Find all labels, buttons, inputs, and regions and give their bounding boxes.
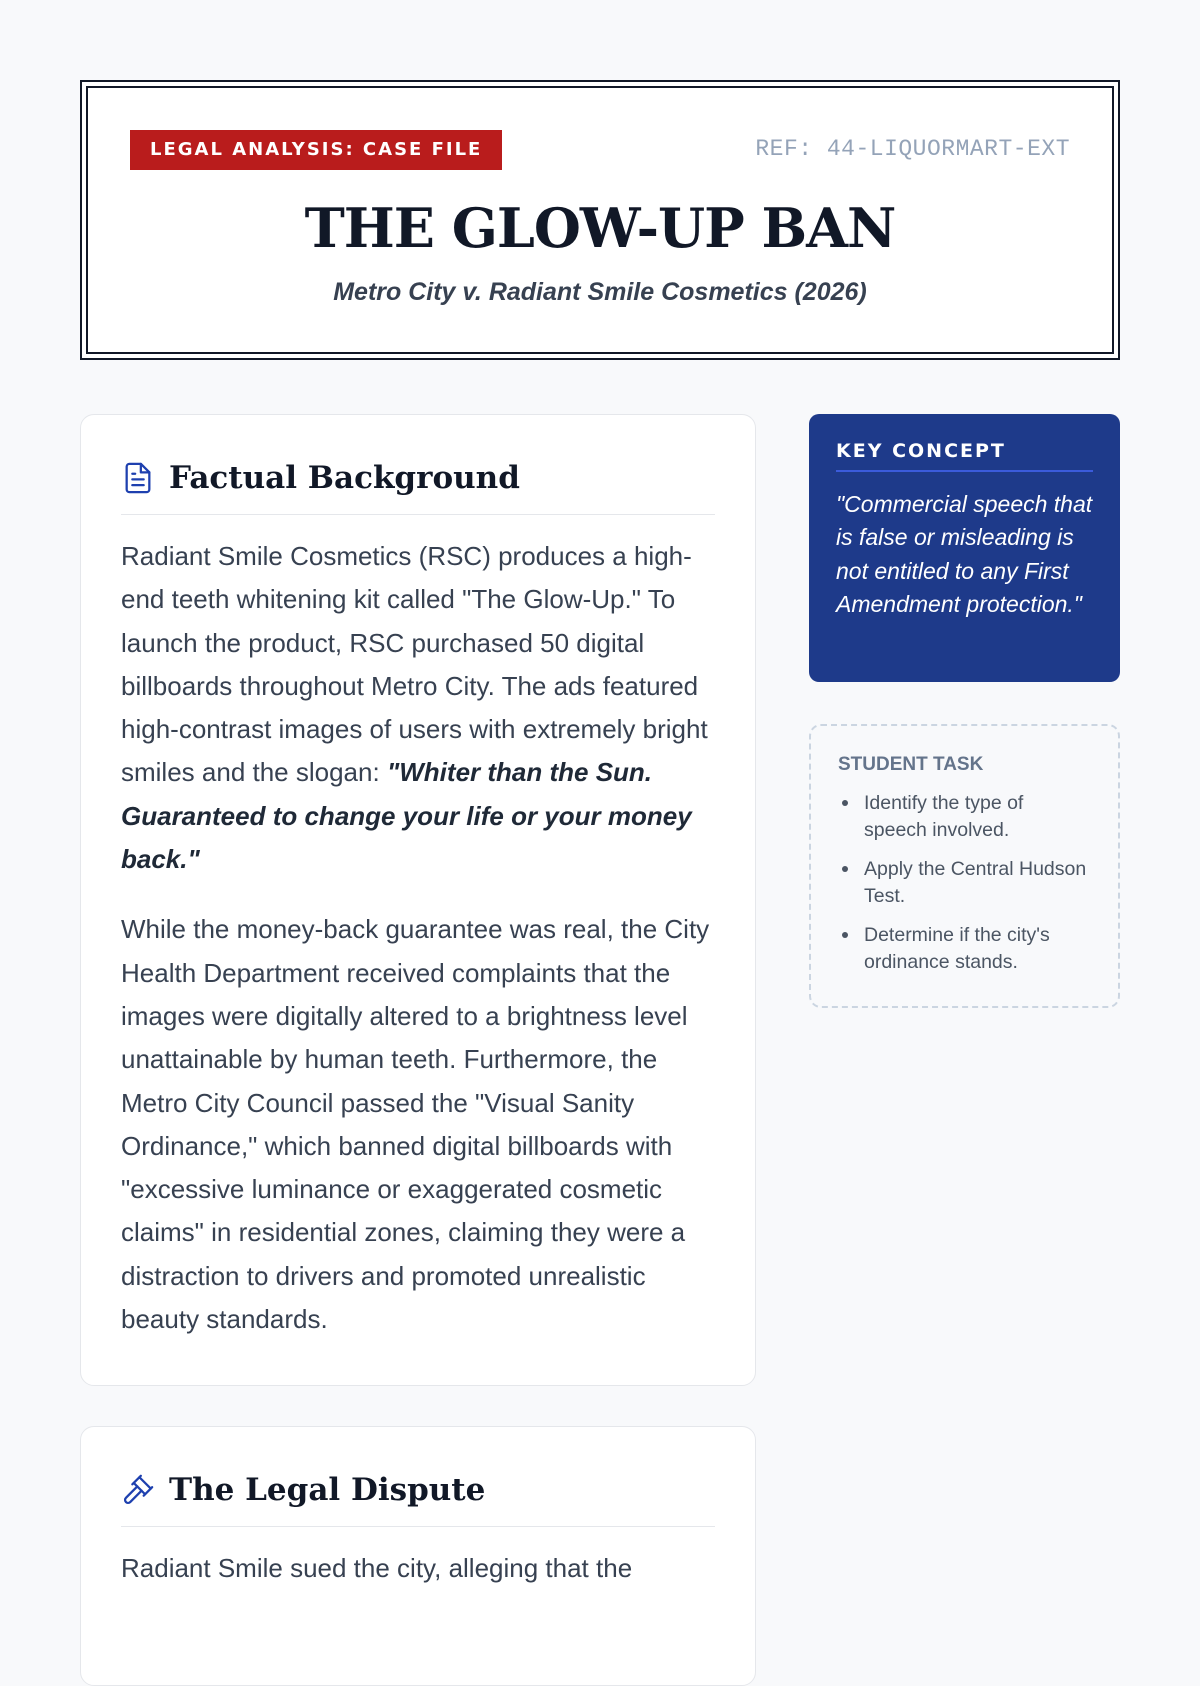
key-concept-box [809, 414, 1120, 682]
task-item [838, 790, 1091, 843]
bullet-icon [842, 866, 848, 872]
document-icon [121, 461, 155, 495]
factual-background-title: Factual Background [169, 460, 520, 496]
key-concept-quote: "Commercial speech that is false or misleading is not entitled to any First Amendment protection." [836, 491, 1093, 618]
facts-paragraph-1 [121, 535, 715, 881]
facts-paragraph-2: While the money-back guarantee was real, the City Health Department received complaints that the images were digitally altered to a brightness level unattainable by human teeth. Furthermore, the Metro City Council passed the "Visual Sanity Ordinance," which banned digital billboards with "excessive luminance or exaggerated cosmetic claims" in residential zones, claiming they were a distraction to drivers and promoted unrealistic beauty standards. [121, 914, 710, 1335]
task-item-text: Apply the Central Hudson Test. [864, 858, 1087, 907]
student-task-box [809, 724, 1120, 1008]
task-item-text: Determine if the city's ordinance stands. [864, 924, 1050, 973]
case-header [80, 80, 1120, 360]
bullet-icon [842, 800, 848, 806]
student-task-list [838, 790, 1091, 975]
dispute-paragraph-1: Radiant Smile sued the city, alleging that the [121, 1553, 633, 1583]
case-header-frame [86, 86, 1114, 354]
factual-background-header [121, 455, 715, 515]
legal-dispute-body [121, 1547, 715, 1617]
gavel-icon [121, 1473, 155, 1507]
student-task-label: STUDENT TASK [838, 754, 984, 775]
legal-dispute-card [80, 1426, 756, 1686]
factual-background-body [121, 535, 715, 1368]
case-label-badge: LEGAL ANALYSIS: CASE FILE [130, 130, 502, 170]
task-item [838, 856, 1091, 909]
key-concept-label: KEY CONCEPT [836, 440, 1093, 472]
factual-background-card [80, 414, 756, 1386]
case-subtitle: Metro City v. Radiant Smile Cosmetics (2026) [333, 278, 867, 306]
case-reference: REF: 44-LIQUORMART-EXT [755, 136, 1070, 162]
legal-dispute-title: The Legal Dispute [169, 1472, 486, 1508]
case-title: THE GLOW-UP BAN [304, 196, 896, 260]
task-item-text: Identify the type of speech involved. [864, 792, 1024, 841]
facts-paragraph-1-text: Radiant Smile Cosmetics (RSC) produces a high-end teeth whitening kit called "The Glow-Up." To launch the product, RSC purchased 50 digital billboards throughout Metro City. The ads featured high-contrast images of users with extremely bright smiles and the slogan: [121, 541, 708, 788]
task-item [838, 922, 1091, 975]
legal-dispute-header [121, 1467, 715, 1527]
bullet-icon [842, 932, 848, 938]
ad-slogan: "Whiter than the Sun. Guaranteed to change your life or your money back." [121, 757, 692, 875]
